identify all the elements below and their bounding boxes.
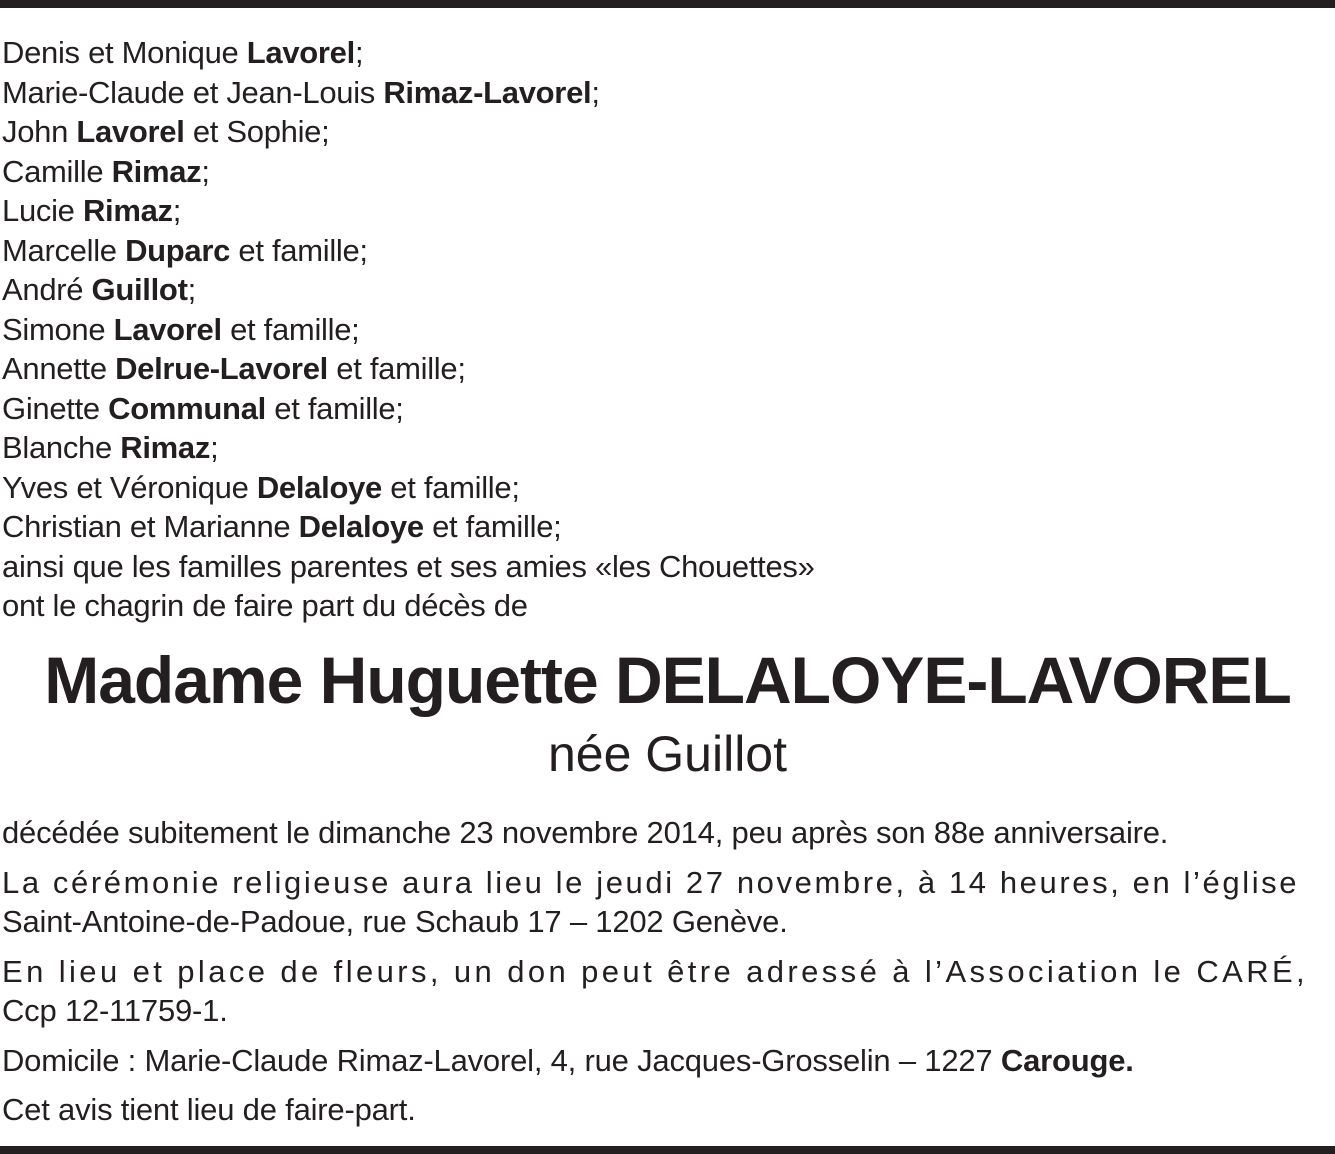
mourner-line: André Guillot; [2, 272, 196, 307]
ceremony-line: La cérémonie religieuse aura lieu le jeudi 27 novembre, à 14 heures, en l’église [2, 864, 1300, 900]
domicile-paragraph [2, 1041, 1333, 1081]
death-paragraph: décédée subitement le dimanche 23 novembre 2014, peu après son 88e anniversaire. [2, 815, 1169, 850]
notice-paragraph: Cet avis tient lieu de faire-part. [2, 1092, 416, 1127]
donation-line: En lieu et place de fleurs, un don peut être adressé à l’Association le CARÉ, [2, 953, 1309, 989]
mourner-line: John Lavorel et Sophie; [2, 114, 330, 149]
details-section [2, 813, 1333, 1140]
mourner-line: Denis et Monique Lavorel; [2, 35, 364, 70]
top-rule [0, 0, 1335, 8]
closing-line: ainsi que les familles parentes et ses amies «les Chouettes» [2, 548, 815, 584]
birth-name: née Guillot [547, 726, 788, 782]
deceased-name: Madame Huguette DELALOYE-LAVOREL [44, 643, 1291, 717]
ceremony-line: Saint-Antoine-de-Padoue, rue Schaub 17 – 1202 Genève. [2, 904, 788, 939]
bottom-rule [0, 1146, 1335, 1154]
mourner-line: Simone Lavorel et famille; [2, 311, 360, 347]
mourner-line: Camille Rimaz; [2, 153, 210, 189]
mourner-line: Christian et Marianne Delaloye et famille; [2, 509, 562, 544]
mourner-line: Blanche Rimaz; [2, 430, 219, 465]
domicile-city: Carouge. [1000, 1042, 1134, 1078]
mourners-list [2, 33, 815, 626]
deceased-block [0, 640, 1335, 786]
mourner-line: Marcelle Duparc et famille; [2, 232, 368, 268]
ceremony-paragraph [2, 863, 1333, 942]
donation-paragraph [2, 952, 1333, 1031]
mourner-line: Annette Delrue-Lavorel et famille; [2, 351, 466, 386]
mourner-line: Ginette Communal et famille; [2, 390, 404, 426]
domicile-address: Domicile : Marie-Claude Rimaz-Lavorel, 4, rue Jacques-Grosselin – 1227 [2, 1042, 1001, 1078]
mourner-line: Marie-Claude et Jean-Louis Rimaz-Lavorel; [2, 74, 600, 110]
mourner-line: Yves et Véronique Delaloye et famille; [2, 469, 520, 505]
mourner-line: Lucie Rimaz; [2, 193, 182, 228]
closing-line: ont le chagrin de faire part du décès de [2, 588, 528, 623]
donation-line: Ccp 12-11759-1. [2, 993, 228, 1028]
